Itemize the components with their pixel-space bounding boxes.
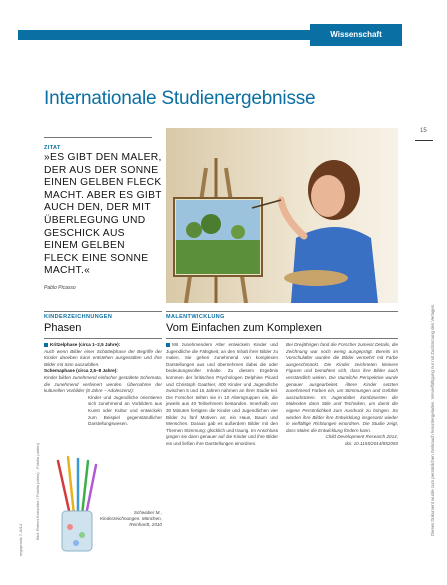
brushes-in-jar-illustration xyxy=(50,455,102,553)
right-column-body-2: Bei Dreijährigen fand die Forscher zumeist Details, die Zeichnung war noch wenig ausgeprägt. Bereits im Vorschulalter wurden die Bilder vermehrt mit Farbe ausgeschmückt. Die Kinder zeichneten kleinere Figuren und bemühten sich, dass ihre Bilder auch verständlich wirken. Die räumliche Perspektive wurde genauer ausgearbeitet. Ältere Kinder setzten zunehmend Farben ein, um Stimmungen und Gefühle auszudrücken. Im Jugendalter kombinierten die Malenden dann Stile und Techniken, um damit die eigene Persönlichkeit zum Ausdruck zu bringen. So werden ihre Bilder ihre Entwicklung insgesamt wieder in vielfältige Richtungen einordnen. Die Studie zeigt, dass Malen die Entwicklung fördern kann. xyxy=(286,342,398,433)
quote-author: Pablo Picasso xyxy=(44,285,76,291)
phase3-text: Kinder und Jugendliche orientieren sich zunehmend an Vorbildern aus Kunst oder Kultur und entwickeln zum Beispiel gegenständlicher Darstellungswesen. xyxy=(88,394,162,427)
source-line-2: doi: 10.1155/2014/852093 xyxy=(344,440,398,446)
bullet-marker xyxy=(44,343,48,347)
section-label: Wissenschaft xyxy=(330,30,382,39)
right-column-subdivider xyxy=(166,338,398,339)
caption-line-2: Kinderzeichnungen. München, xyxy=(99,516,162,521)
page-number-rule xyxy=(415,140,433,141)
quote-kicker: ZITAT xyxy=(44,145,61,151)
left-column-caption xyxy=(44,510,162,528)
copyright-note: Dieses Dokument wurde zum persönlichen Gebrauch heruntergeladen. Vervielfältigung nur mit Zustimmung des Verlages. xyxy=(430,303,435,536)
right-column-kicker: MALENTWICKLUNG xyxy=(166,314,225,320)
left-column-divider xyxy=(44,311,162,312)
phase2-label: Schemaphase (circa 2,5–8 Jahre): xyxy=(44,368,118,374)
bullet-marker xyxy=(166,343,170,347)
left-column-subdivider xyxy=(44,338,162,339)
caption-line-3: Reinhardt, 2010 xyxy=(129,522,162,527)
photo-credit: Bild: Robert Kneschke / Fotolia (oben) · Fotolia (unten) xyxy=(35,443,40,540)
canvas-painting xyxy=(174,198,262,276)
left-column-text xyxy=(44,342,162,428)
source-line-1: Child Development Research 2014, xyxy=(325,434,398,440)
folio: ergopraxis 7–8/14 xyxy=(18,523,23,556)
phase1-label: Kritzelphase (circa 1–2,5 Jahre): xyxy=(50,342,121,347)
right-column-text-2 xyxy=(286,342,398,448)
quote-divider xyxy=(44,137,152,138)
page-number: 15 xyxy=(420,128,427,134)
right-column-text-1 xyxy=(166,342,278,448)
photo-girl-painting xyxy=(166,128,398,303)
quote-text: »ES GIBT DEN MALER, DER AUS DER SONNE EINEN GELBEN FLECK MACHT. ABER ES GIBT AUCH DEN, DER MIT ÜBERLEGUNG UND GESCHICK AUS EINEM GELBEN FLECK EINE SONNE MACHT.« xyxy=(44,152,162,277)
palette xyxy=(284,270,348,286)
page-title: Internationale Studienergebnisse xyxy=(44,88,316,109)
left-column-kicker: KINDERZEICHNUNGEN xyxy=(44,314,113,320)
phase1-text: Auch wenn Bilder einer Schüttelphase der Begriffe der Kinder daneben kann entstehen ausgestalten und ihre Bilder mit Sinn auszufüllen. xyxy=(44,348,162,367)
right-column-title: Vom Einfachen zum Komplexen xyxy=(166,322,322,334)
right-column-body-1: Mit zunehmendem Alter entwickeln Kinder und Jugendliche die Fähigkeit, an den Inhalt ihrer Bilder zu malen. Sie gehen zunehmend von komplexen Darstellungen aus und übernehmen dabei die oder bedeutungsvoller Inhalte. Zu diesem Ergebnis kommen der britischen Psychologen Delphine Picard und Christoph Gauthier, 400 Kinder und Jugendliche zwischen 5 und 15 Jahren nahmen an ihrer Studie teil. Die Forscher teilten sie in 10 Altersgruppen ein, die jeweils aus 40 Teilnehmern bestanden. Innerhalb von 30 Minuten fertigten die Kinder und Jugendlichen vier Bilder zu fünf Motiven an: ein Haus, Baum und Menschen. Daraus gab es außerdem Bilder mit den Themen Stimmung: glücklich und traurig. Im Anschluss gingen sie dann genauer auf die Kinder und ihre Bilder ein und ließen ihre Darstellungen einordnen. xyxy=(166,342,278,446)
phase2-text: Kinder bilden zunehmend einfacher gestaltete Schemata, die zunehmend verfeinert werden. Übernahme der kulturellen Vorbilder (8 Jahre – Adoleszenz): xyxy=(44,374,162,394)
left-column-title: Phasen xyxy=(44,322,82,334)
right-column-divider xyxy=(166,311,398,312)
caption-line-1: Schwaber M., xyxy=(133,510,162,515)
